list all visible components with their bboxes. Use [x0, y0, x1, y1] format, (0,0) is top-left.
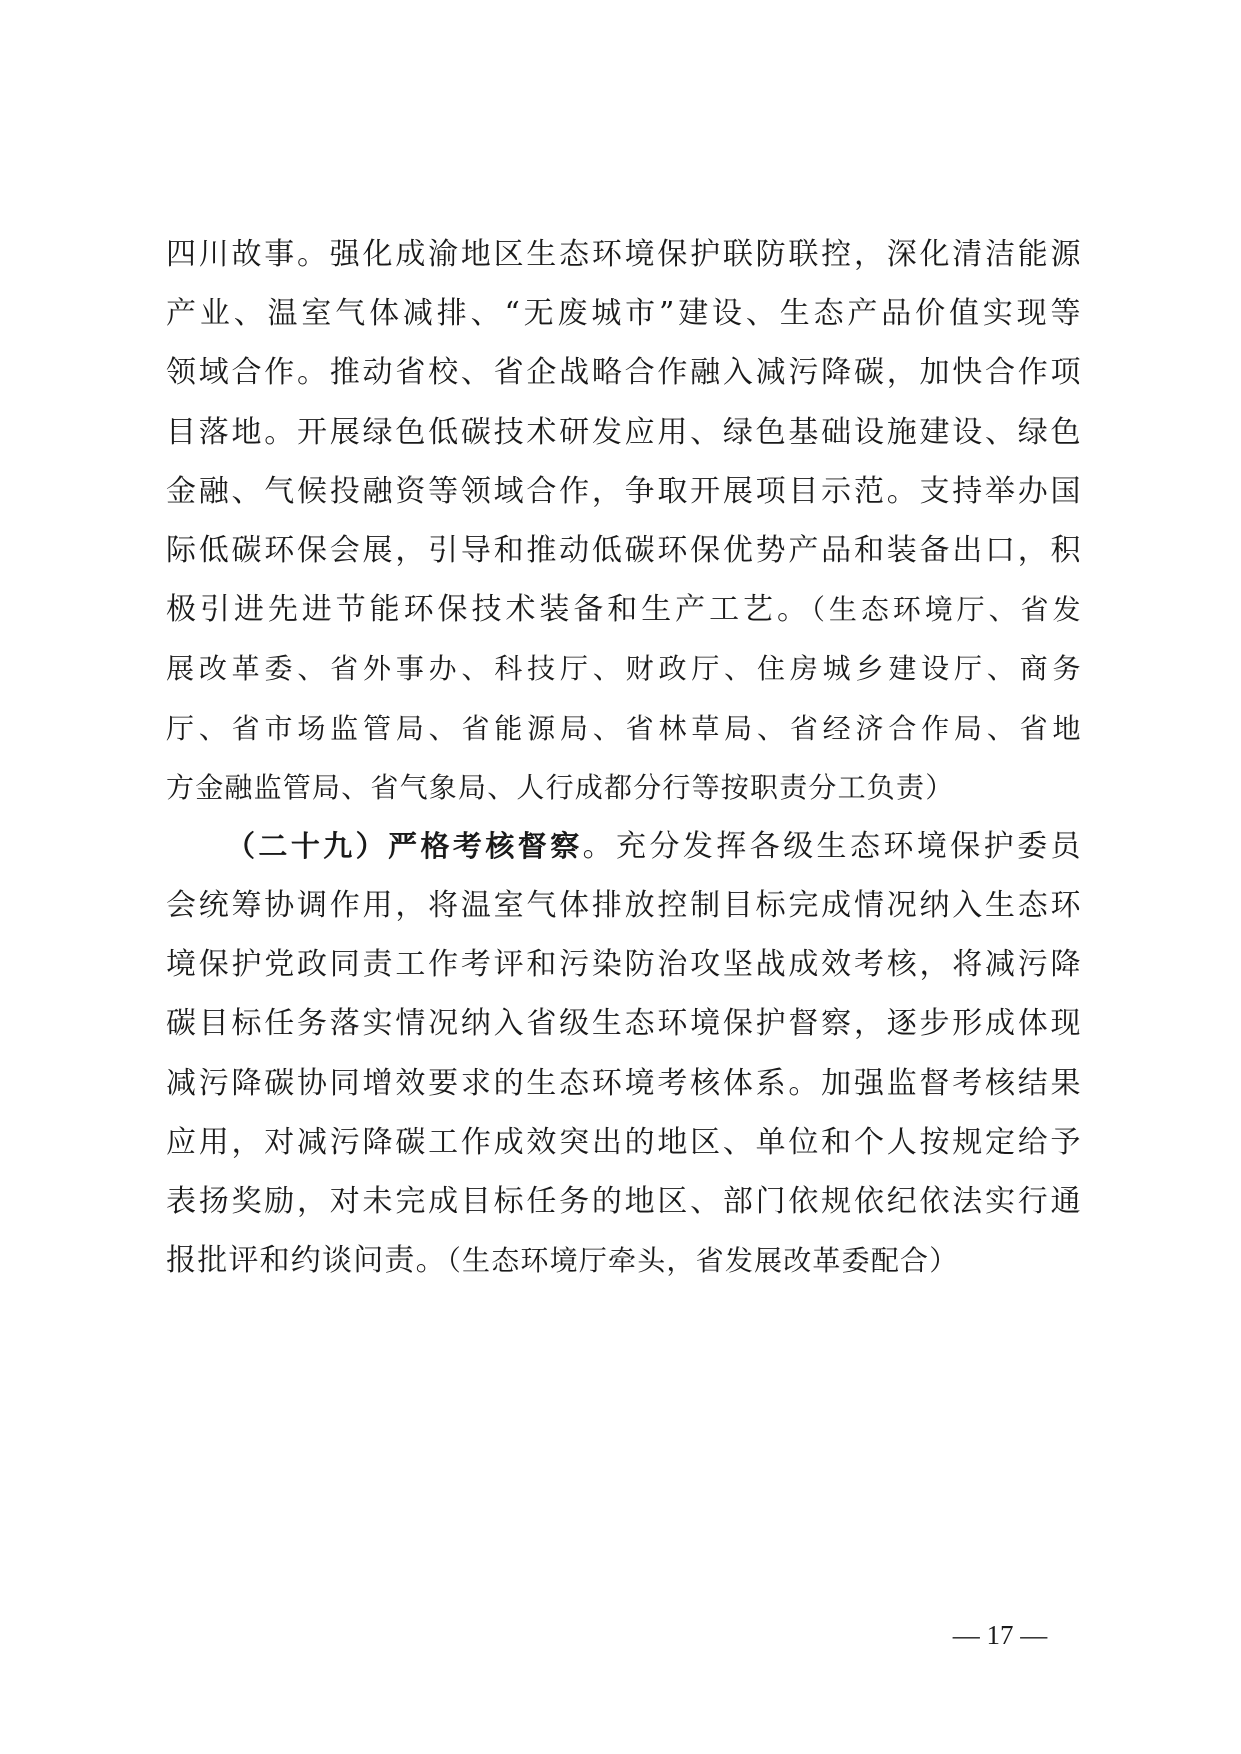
text-line: 会统筹协调作用，将温室气体排放控制目标完成情况纳入生态环 — [166, 888, 1081, 924]
responsibility-note: （生态环境厅牵头，省发展改革委配合） — [446, 1244, 959, 1278]
text-line: 应用，对减污降碳工作成效突出的地区、单位和个人按规定给予 — [166, 1124, 1081, 1160]
page-number: — 17 — — [952, 1620, 1048, 1650]
text-line: 碳目标任务落实情况纳入省级生态环境保护督察，逐步形成体现 — [166, 1006, 1081, 1042]
text-line: 表扬奖励，对未完成目标任务的地区、部门依规依纪依法实行通 — [166, 1184, 1081, 1219]
text-segment: 。充分发挥各级生态环境保护委员 — [582, 828, 1081, 864]
section-heading: （二十九）严格考核督察 — [226, 828, 583, 863]
text-line: 减污降碳协同增效要求的生态环境考核体系。加强监督考核结果 — [166, 1065, 1081, 1101]
text-line: 际低碳环保会展，引导和推动低碳环保优势产品和装备出口，积 — [166, 532, 1081, 568]
text-line: 四川故事。强化成渝地区生态环境保护联防联控，深化清洁能源 — [166, 237, 1081, 272]
responsibility-note: （生态环境厅、省发 — [810, 593, 1081, 627]
responsibility-note-line: 展改革委、省外事办、科技厅、财政厅、住房城乡建设厅、商务 — [166, 652, 1081, 686]
responsibility-note-line: 厅、省市场监管局、省能源局、省林草局、省经济合作局、省地 — [166, 711, 1081, 745]
text-line: 目落地。开展绿色低碳技术研发应用、绿色基础设施建设、绿色 — [166, 414, 1081, 450]
responsibility-note-line: 方金融监管局、省气象局、人行成都分行等按职责分工负责） — [166, 770, 955, 804]
text-line-mixed — [166, 1231, 1081, 1290]
text-segment: 报批评和约谈问责。 — [166, 1243, 447, 1279]
text-line-mixed — [166, 580, 1081, 639]
text-line: 金融、气候投融资等领域合作，争取开展项目示范。支持举办国 — [166, 473, 1081, 509]
text-segment: 极引进先进节能环保技术装备和生产工艺。 — [166, 592, 811, 628]
text-line: 产业、温室气体减排、“无废城市”建设、生态产品价值实现等 — [166, 296, 1081, 332]
section-heading-line — [166, 817, 1081, 876]
text-line: 领域合作。推动省校、省企战略合作融入减污降碳，加快合作项 — [166, 355, 1081, 391]
text-line: 境保护党政同责工作考评和污染防治攻坚战成效考核，将减污降 — [166, 947, 1081, 983]
document-body — [166, 225, 1081, 1290]
